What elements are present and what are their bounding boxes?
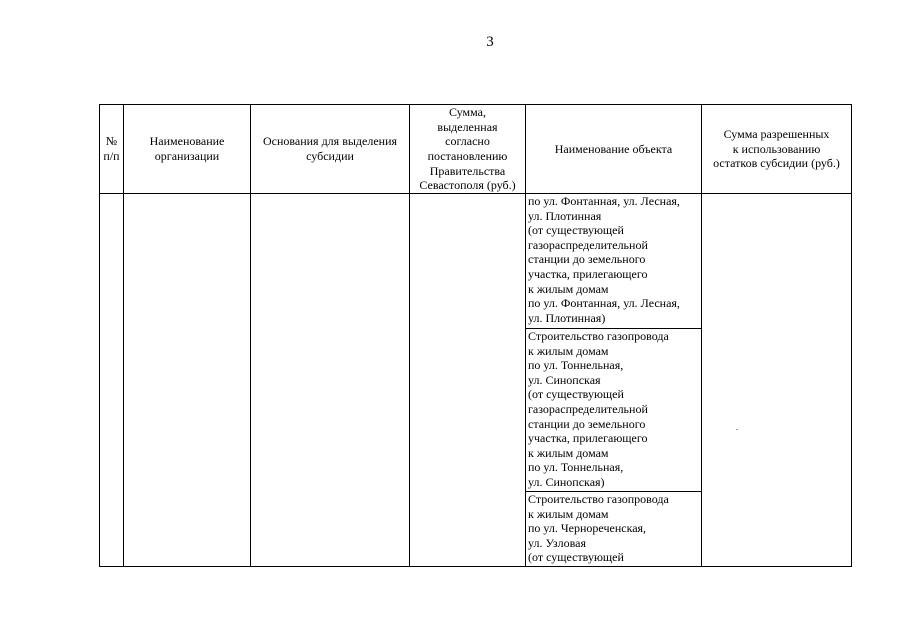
header-basis: Основания для выделения субсидии: [251, 105, 410, 194]
table-header-row: [100, 105, 852, 194]
cell-object-3: Строительство газопровода к жилым домам по ул. Чернореченская, ул. Узловая (от существующей: [526, 492, 702, 567]
header-allocated-sum: Сумма, выделенная согласно постановлению Правительства Севастополя (руб.): [410, 105, 526, 194]
header-object-name: Наименование объекта: [526, 105, 702, 194]
cell-organization: [124, 194, 251, 567]
subsidy-table: [99, 104, 852, 567]
header-number: № п/п: [100, 105, 124, 194]
header-remaining-sum: Сумма разрешенных к использованию остатков субсидии (руб.): [702, 105, 852, 194]
table-row: [100, 194, 852, 329]
cell-object-1: по ул. Фонтанная, ул. Лесная, ул. Плотинная (от существующей газораспределительной станции до земельного участка, прилегающего к жилым домам по ул. Фонтанная, ул. Лесная, ул. Плотинная): [526, 194, 702, 329]
header-organization: Наименование организации: [124, 105, 251, 194]
cell-object-2: Строительство газопровода к жилым домам по ул. Тоннельная, ул. Синопская (от существующей газораспределительной станции до земельного участка, прилегающего к жилым домам по ул. Тоннельная, ул. Синопская): [526, 329, 702, 492]
cell-remaining-sum: [702, 194, 852, 567]
cell-basis: [251, 194, 410, 567]
page-number: 3: [486, 34, 494, 50]
scan-speck: [736, 429, 738, 430]
cell-number: [100, 194, 124, 567]
cell-allocated-sum: [410, 194, 526, 567]
